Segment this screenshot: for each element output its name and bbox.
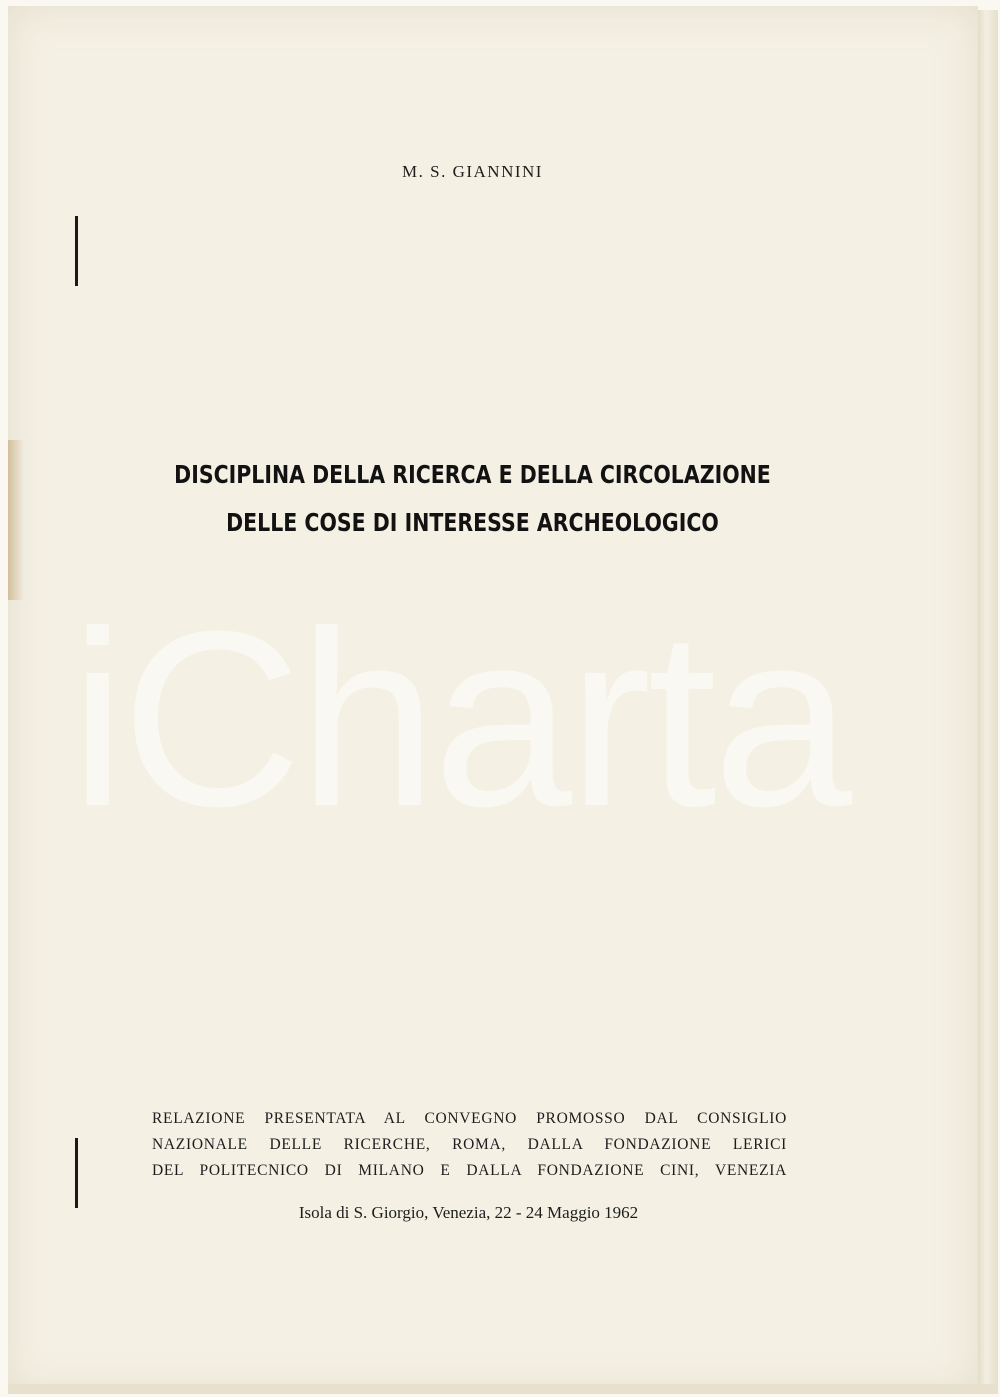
conference-note-line-2: NAZIONALE DELLE RICERCHE, ROMA, DALLA FONDAZIONE LERICI <box>152 1136 787 1153</box>
title-line-1: DISCIPLINA DELLA RICERCA E DELLA CIRCOLAZIONE <box>174 460 771 489</box>
binding-stain <box>8 440 24 600</box>
watermark-logo: iCharta <box>70 579 848 858</box>
conference-note-line-3: DEL POLITECNICO DI MILANO E DALLA FONDAZIONE CINI, VENEZIA <box>152 1162 787 1179</box>
author-name: M. S. GIANNINI <box>402 162 543 181</box>
page-edges-bottom <box>8 1384 998 1394</box>
page-edges-right <box>978 10 998 1390</box>
title-line-2: DELLE COSE DI INTERESSE ARCHEOLOGICO <box>226 508 719 537</box>
conference-note-line-1: RELAZIONE PRESENTATA AL CONVEGNO PROMOSSO DAL CONSIGLIO <box>152 1110 787 1127</box>
staple-mark-bottom <box>75 1138 78 1208</box>
date-place: Isola di S. Giorgio, Venezia, 22 - 24 Maggio 1962 <box>298 1203 639 1222</box>
staple-mark-top <box>75 216 78 286</box>
